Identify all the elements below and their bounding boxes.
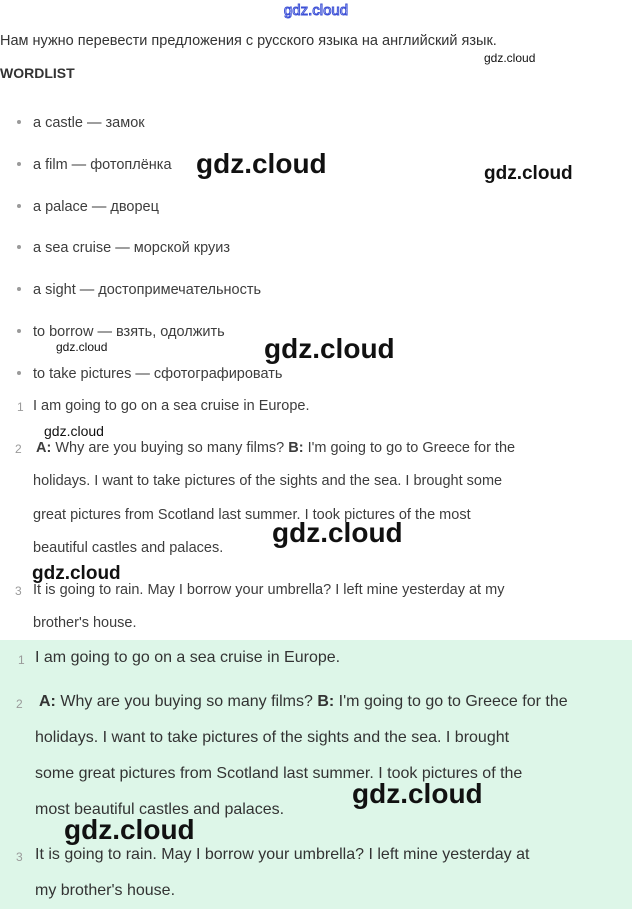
- speaker-a: A:: [39, 693, 56, 710]
- answer-number: 1: [18, 653, 25, 667]
- watermark: gdz.cloud: [352, 778, 483, 809]
- wordlist-item: a castle — замок: [17, 115, 145, 131]
- bullet-icon: [17, 245, 21, 249]
- answer-number: 2: [16, 697, 23, 711]
- sentence-line: I am going to go on a sea cruise in Europe.: [33, 398, 310, 414]
- answer-line: holidays. I want to take pictures of the sights and the sea. I brought: [35, 729, 510, 746]
- watermark: gdz.cloud: [44, 423, 104, 439]
- site-logo[interactable]: gdz.cloud: [283, 2, 349, 19]
- bullet-icon: [17, 371, 21, 375]
- wordlist-item: a sight — достопримечательность: [17, 282, 261, 298]
- task-instruction: Нам нужно перевести предложения с русского языка на английский язык.: [0, 33, 497, 49]
- answer-number: 3: [16, 850, 23, 864]
- watermark: gdz.cloud: [196, 148, 327, 179]
- answer-block: [0, 640, 632, 909]
- wordlist-heading: WORDLIST: [0, 65, 75, 81]
- sentence-line: It is going to rain. May I borrow your umbrella? I left mine yesterday at my: [33, 582, 505, 598]
- sentence-line: holidays. I want to take pictures of the sights and the sea. I brought some: [33, 473, 503, 489]
- bullet-icon: [17, 204, 21, 208]
- answer-line: I am going to go on a sea cruise in Europe.: [35, 649, 341, 666]
- sentence-line: A: Why are you buying so many films? B: I'm going to go to Greece for the: [36, 440, 516, 456]
- sentence-line: beautiful castles and palaces.: [33, 540, 224, 556]
- sentence-number: 1: [17, 400, 24, 414]
- watermark: gdz.cloud: [272, 517, 403, 548]
- wordlist-item: a palace — дворец: [17, 199, 159, 215]
- bullet-icon: [17, 162, 21, 166]
- wordlist-item: a sea cruise — морской круиз: [17, 240, 230, 256]
- watermark: gdz.cloud: [32, 563, 121, 584]
- sentence-line: great pictures from Scotland last summer. I took pictures of the most: [33, 507, 471, 523]
- speaker-b: B:: [317, 693, 335, 710]
- answer-line: my brother's house.: [35, 882, 176, 899]
- speaker-a: A:: [36, 440, 52, 456]
- watermark: gdz.cloud: [56, 340, 108, 354]
- sentence-number: 3: [15, 584, 22, 598]
- watermark: gdz.cloud: [484, 51, 536, 65]
- speaker-b: B:: [288, 440, 304, 456]
- answer-line: most beautiful castles and palaces.: [35, 801, 285, 818]
- sentence-number: 2: [15, 442, 22, 456]
- wordlist-item: to take pictures — сфотографировать: [17, 366, 282, 382]
- sentence-line: brother's house.: [33, 615, 137, 631]
- wordlist-item: a film — фотоплёнка: [17, 157, 172, 173]
- watermark: gdz.cloud: [484, 163, 573, 184]
- watermark: gdz.cloud: [64, 814, 195, 845]
- answer-line: some great pictures from Scotland last summer. I took pictures of the: [35, 765, 523, 782]
- watermark: gdz.cloud: [264, 333, 395, 364]
- answer-line: A: Why are you buying so many films? B: I'm going to go to Greece for the: [39, 693, 568, 710]
- wordlist-item: to borrow — взять, одолжить: [17, 324, 225, 340]
- bullet-icon: [17, 329, 21, 333]
- bullet-icon: [17, 287, 21, 291]
- bullet-icon: [17, 120, 21, 124]
- answer-line: It is going to rain. May I borrow your umbrella? I left mine yesterday at: [35, 846, 530, 863]
